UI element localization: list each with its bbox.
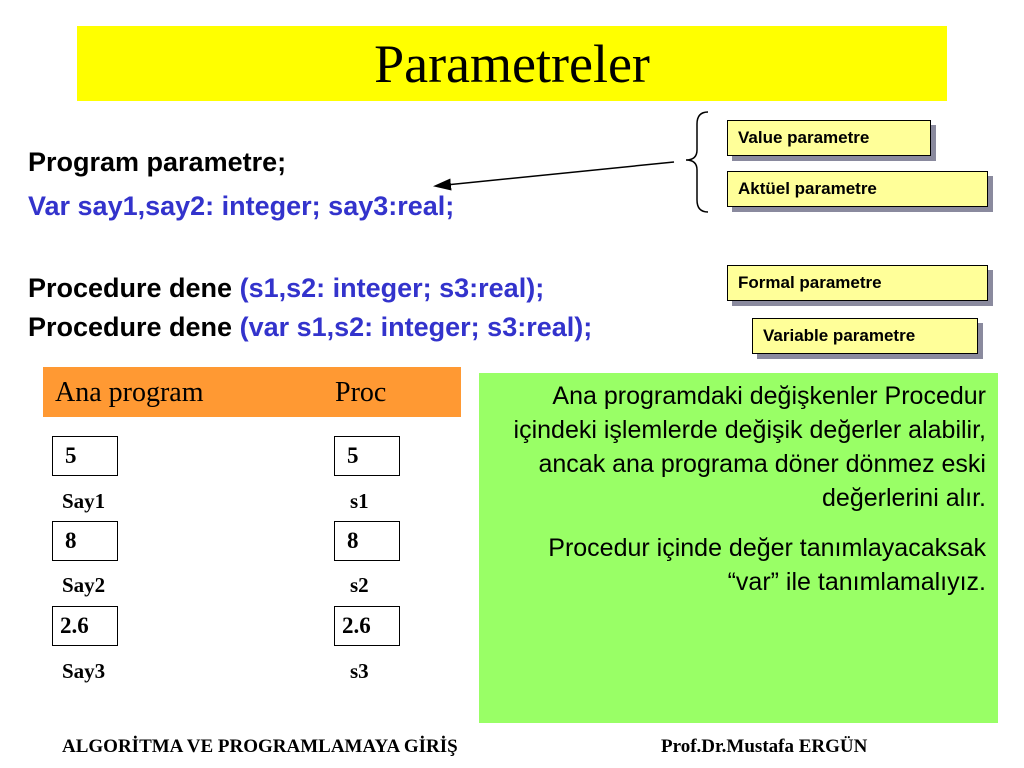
slide-title: Parametreler (374, 33, 650, 94)
header-ana-program: Ana program (55, 377, 204, 408)
curly-brace (686, 112, 708, 212)
proc-label-3: s3 (350, 659, 369, 683)
proc-label-1: s1 (350, 489, 369, 513)
table-header (43, 367, 461, 417)
explanation-note (479, 373, 998, 723)
footer-author: Prof.Dr.Mustafa ERGÜN (661, 736, 868, 757)
note-paragraph-1: Ana programdaki değişkenler Procedur içindeki işlemlerde değişik değerler alabilir, ancak ana programa döner dönmez eski değerlerini alır. (513, 382, 986, 512)
proc-label-2: s2 (350, 573, 369, 597)
ana-value-box-1: 5 (52, 436, 118, 476)
ana-value-box-3: 2.6 (52, 606, 118, 646)
procedure-keyword: Procedure dene (28, 312, 240, 342)
proc-value-box-2: 8 (334, 521, 400, 561)
callout-formal-parametre: Formal parametre (727, 265, 988, 301)
ana-label-1: Say1 (62, 489, 106, 513)
proc-value-box-3: 2.6 (334, 606, 400, 646)
procedure-params: (s1,s2: integer; s3:real); (239, 273, 545, 303)
ana-label-3: Say3 (62, 659, 106, 683)
code-line-program: Program parametre; (28, 147, 287, 177)
proc-value-box-1: 5 (334, 436, 400, 476)
ana-value-box-2: 8 (52, 521, 118, 561)
ana-label-2: Say2 (62, 573, 106, 597)
callout-value-parametre: Value parametre (727, 120, 931, 156)
procedure-var-params: (var s1,s2: integer; s3:real); (239, 312, 593, 342)
procedure-keyword: Procedure dene (28, 273, 240, 303)
footer-course-title: ALGORİTMA VE PROGRAMLAMAYA GİRİŞ (62, 736, 458, 757)
arrow-line (436, 162, 674, 186)
callout-aktuel-parametre: Aktüel parametre (727, 171, 988, 207)
header-proc: Proc (335, 377, 387, 408)
note-paragraph-2: Procedur içinde değer tanımlayacaksak “var” ile tanımlamalıyız. (548, 534, 986, 596)
code-line-var: Var say1,say2: integer; say3:real; (28, 191, 455, 221)
callout-variable-parametre: Variable parametre (752, 318, 978, 354)
